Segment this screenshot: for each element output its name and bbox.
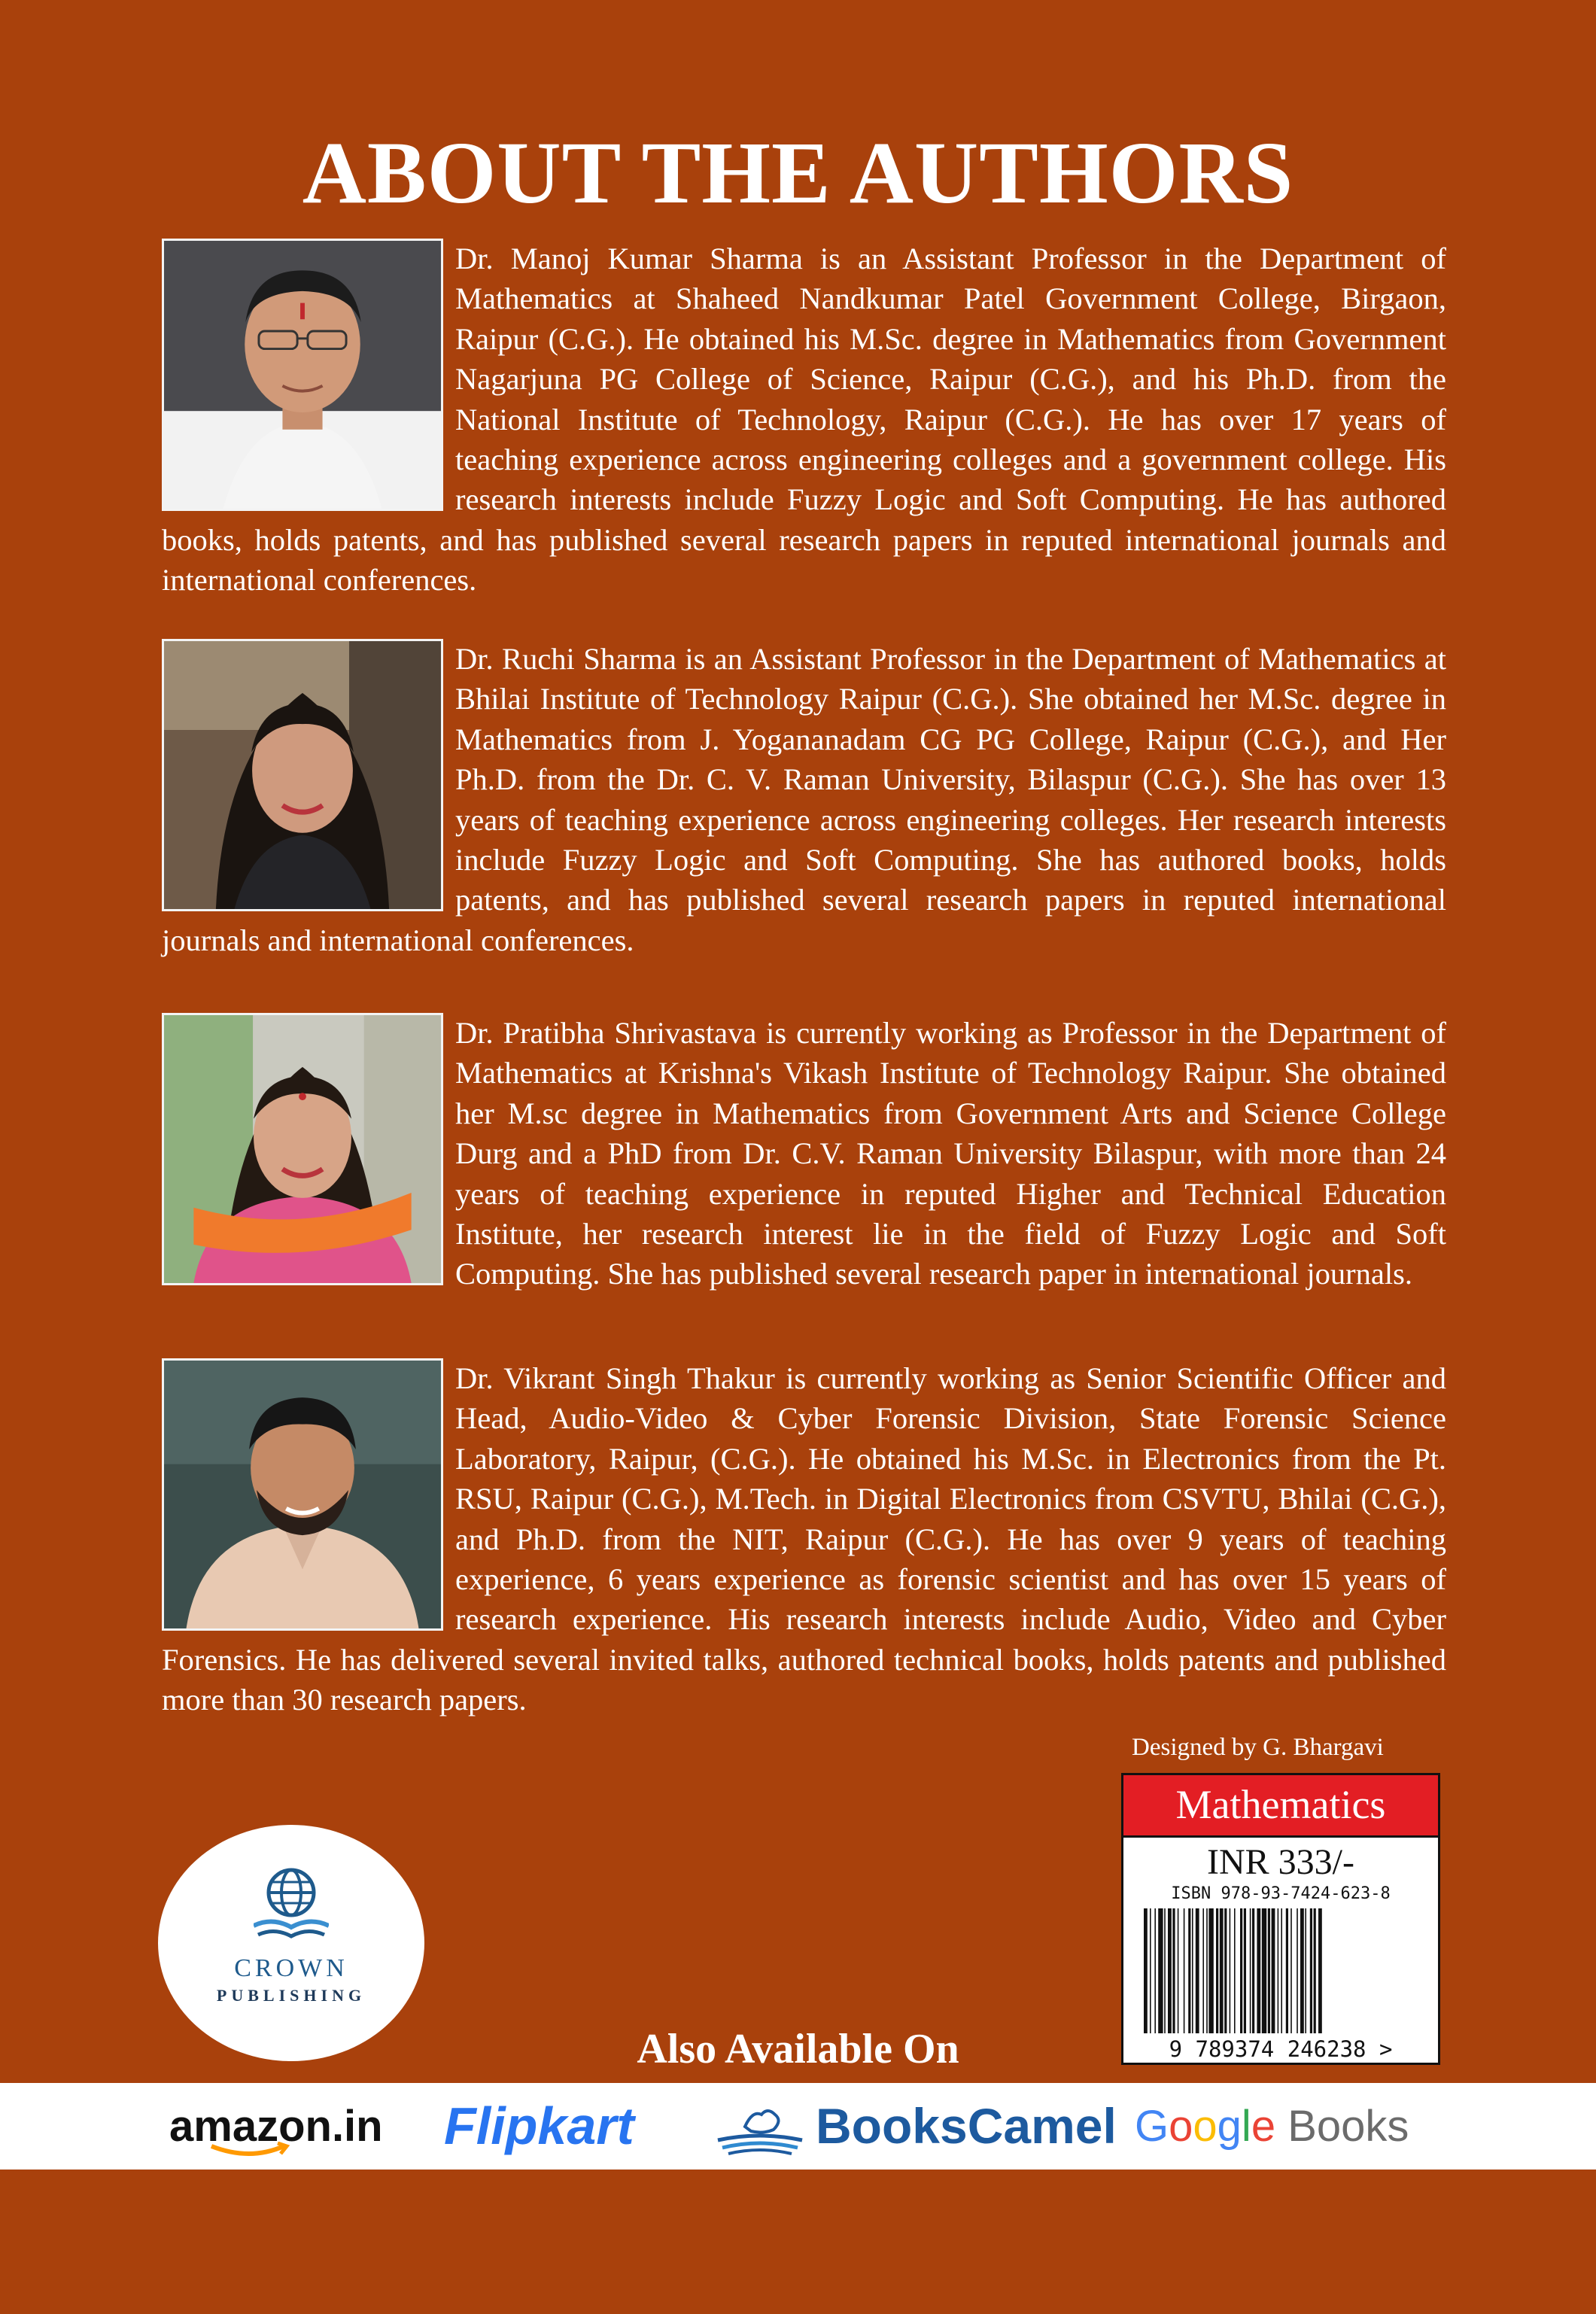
- barcode-bar: [1310, 1908, 1312, 2033]
- publisher-name: CROWN: [234, 1954, 348, 1982]
- barcode-bar: [1220, 1908, 1224, 2033]
- barcode-bar: [1158, 1908, 1163, 2033]
- author-photo: [162, 239, 443, 511]
- publisher-tagline: PUBLISHING: [216, 1986, 366, 2005]
- designer-credit: Designed by G. Bhargavi: [1132, 1734, 1384, 1761]
- barcode-bar: [1168, 1908, 1172, 2033]
- barcode-bar: [1297, 1908, 1298, 2033]
- barcode-bar: [1196, 1908, 1199, 2033]
- barcode-bar: [1250, 1908, 1251, 2033]
- barcode-bar: [1206, 1908, 1208, 2033]
- barcode-bar: [1305, 1908, 1306, 2033]
- barcode-bar: [1202, 1908, 1204, 2033]
- author-bio-ruchi-sharma: [162, 639, 1446, 960]
- author-bio-text: Dr. Vikrant Singh Thakur is currently working as Senior Scientific Officer and Head, Audio-Video & Cyber Forensic Division, State Forensic Science Laboratory, Raipur, (C.G.). He obtained his M.Sc. in Electronics from the Pt. RSU, Raipur (C.G.), M.Tech. in Digital Electronics from CSVTU, Bhilai (C.G.), and Ph.D. from the NIT, Raipur (C.G.). He has over 9 years of teaching experience, 6 years experience as forensic scientist and has over 15 years of research experience. His research interests include Audio, Video and Cyber Forensics. He has delivered several invited talks, authored technical books, holds patents and published more than 30 research papers.: [162, 1361, 1446, 1717]
- amazon-logo[interactable]: [169, 2083, 383, 2170]
- barcode-bar: [1178, 1908, 1179, 2033]
- barcode-bar: [1244, 1908, 1246, 2033]
- barcode-bar: [1281, 1908, 1282, 2033]
- barcode-bar: [1234, 1908, 1236, 2033]
- google-letter: g: [1217, 2102, 1242, 2151]
- author-photo: [162, 1358, 443, 1631]
- google-books-label: Books: [1275, 2102, 1409, 2151]
- barcode-bar: [1208, 1908, 1213, 2033]
- author-bio-manoj-kumar-sharma: [162, 239, 1446, 601]
- author-photo: [162, 639, 443, 911]
- barcode-bar: [1164, 1908, 1166, 2033]
- google-letter: e: [1251, 2102, 1276, 2151]
- barcode-bar: [1286, 1908, 1288, 2033]
- barcode-bars: [1138, 1908, 1424, 2033]
- barcode-bar: [1192, 1908, 1193, 2033]
- also-available-heading: Also Available On: [637, 2026, 959, 2072]
- author-photo: [162, 1013, 443, 1285]
- google-letter: G: [1135, 2102, 1169, 2151]
- google-letter: l: [1241, 2102, 1251, 2151]
- barcode-block: [1121, 1773, 1440, 2065]
- barcode-bar: [1278, 1908, 1279, 2033]
- author-bio-text: Dr. Ruchi Sharma is an Assistant Professor in the Department of Mathematics at Bhilai Institute of Technology Raipur (C.G.). She obtained her M.Sc. degree in Mathematics from J. Yogananadam CG PG College, Raipur (C.G.), and Her Ph.D. from the Dr. C. V. Raman University, Bilaspur (C.G.). She has over 13 years of teaching experience across engineering colleges. Her research interests include Fuzzy Logic and Soft Computing. She has authored books, holds patents, and has published several research papers in reputed international journals and international conferences.: [162, 642, 1446, 957]
- barcode-bar: [1240, 1908, 1242, 2033]
- barcode-bar: [1172, 1908, 1175, 2033]
- store-logos-strip: [0, 2083, 1596, 2170]
- subject-label: Mathematics: [1123, 1775, 1438, 1838]
- author-bio-text: Dr. Pratibha Shrivastava is currently working as Professor in the Department of Mathematics at Krishna's Vikash Institute of Technology Raipur. She obtained her M.sc degree in Mathematics from Government Arts and Science College Durg and a PhD from Dr. C.V. Raman University Bilaspur, with more than 24 years of teaching experience in reputed Higher and Technical Education Institute, her research interest lie in the field of Fuzzy Logic and Soft Computing. She has published several research paper in international journals.: [455, 1016, 1446, 1291]
- page-title: ABOUT THE AUTHORS: [302, 123, 1294, 222]
- google-letter: o: [1193, 2102, 1218, 2151]
- barcode-bar: [1314, 1908, 1316, 2033]
- author-bio-text: Dr. Manoj Kumar Sharma is an Assistant Professor in the Department of Mathematics at Shaheed Nandkumar Patel Government College, Birgaon, Raipur (C.G.). He obtained his M.Sc. degree in Mathematics from Government Nagarjuna PG College of Science, Raipur (C.G.), and his Ph.D. from the National Institute of Technology, Raipur (C.G.). He has over 17 years of teaching experience across engineering colleges and a government college. His research interests include Fuzzy Logic and Soft Computing. He has authored books, holds patents, and has published several research papers in reputed international journals and international conferences.: [162, 242, 1446, 598]
- amazon-smile-icon: [208, 2142, 291, 2160]
- author-bio-pratibha-shrivastava: [162, 1013, 1446, 1294]
- price-label: INR 333/-: [1207, 1842, 1354, 1882]
- barcode-bar: [1262, 1908, 1266, 2033]
- barcode-bar: [1300, 1908, 1304, 2033]
- barcode-bar: [1252, 1908, 1254, 2033]
- barcode-bar: [1216, 1908, 1218, 2033]
- barcode-bar: [1290, 1908, 1292, 2033]
- google-letter: o: [1169, 2102, 1193, 2151]
- barcode-bar: [1318, 1908, 1322, 2033]
- globe-book-icon: [254, 1865, 329, 1948]
- google-books-logo[interactable]: [1135, 2083, 1409, 2170]
- flipkart-logo[interactable]: Flipkart: [444, 2097, 634, 2155]
- isbn-label: ISBN 978-93-7424-623-8: [1171, 1884, 1391, 1903]
- author-bio-vikrant-singh-thakur: [162, 1358, 1446, 1720]
- barcode-bar: [1268, 1908, 1270, 2033]
- barcode-bar: [1144, 1908, 1148, 2033]
- camel-book-icon: [715, 2104, 805, 2157]
- barcode-bar: [1154, 1908, 1156, 2033]
- barcode-bar: [1188, 1908, 1190, 2033]
- barcode-digits: 9 789374 246238 >: [1169, 2036, 1393, 2062]
- barcode-bar: [1230, 1908, 1231, 2033]
- barcode-bar: [1184, 1908, 1185, 2033]
- barcode-bar: [1257, 1908, 1260, 2033]
- barcode-bar: [1150, 1908, 1151, 2033]
- amazon-label: amazon.in: [169, 2102, 383, 2151]
- barcode-bar: [1224, 1908, 1227, 2033]
- bookscamel-logo[interactable]: [715, 2083, 1117, 2170]
- bookscamel-label: BooksCamel: [816, 2098, 1117, 2154]
- barcode-bar: [1272, 1908, 1275, 2033]
